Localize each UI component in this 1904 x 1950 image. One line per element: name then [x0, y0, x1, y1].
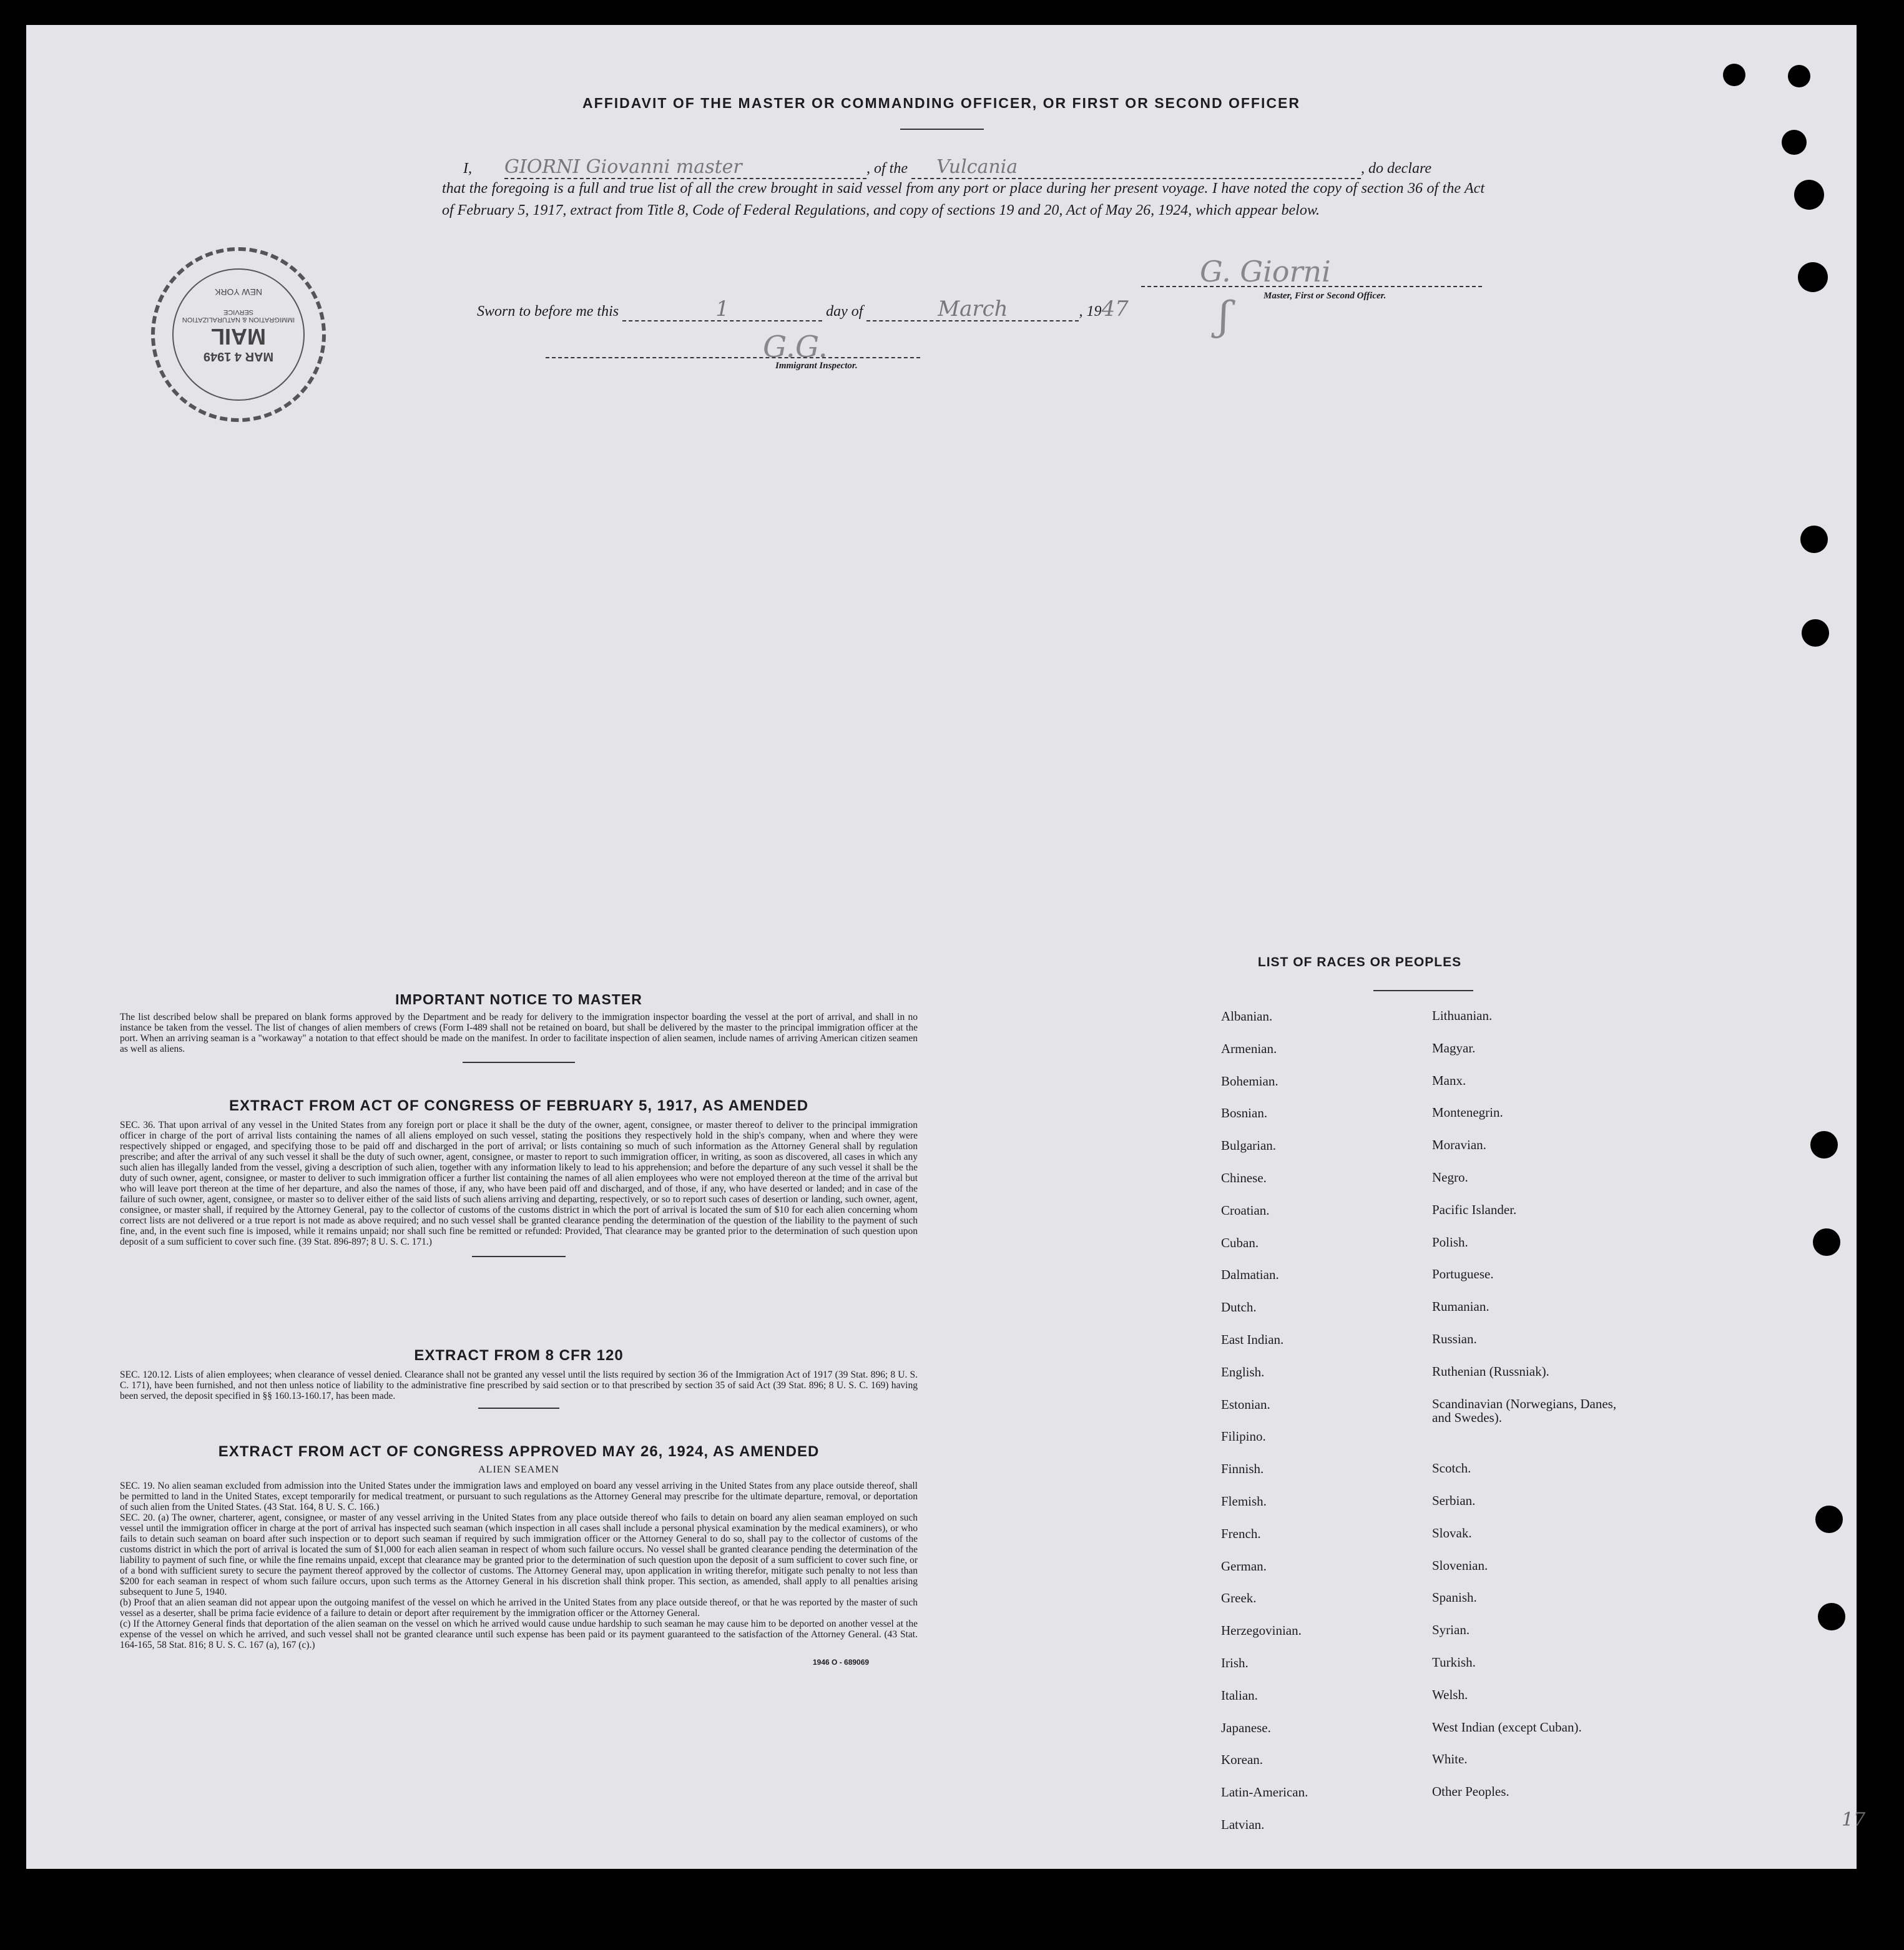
- extract-1924-section: [120, 1443, 918, 1667]
- races-title: LIST OF RACES OR PEOPLES: [1257, 955, 1462, 969]
- race-item: Latvian.: [1221, 1817, 1265, 1832]
- race-item: Italian.: [1221, 1687, 1258, 1703]
- sec-20b-text: (b) Proof that an alien seaman did not appear upon the outgoing manifest of the vessel on which he arrived in the United States from any place outside thereof, or that he was reported by the master of such vessel as a deserter, shall be prima facie evidence of a failure to detain or deport after requirement by the immigration officer or the Attorney General.: [120, 1597, 918, 1619]
- race-item: Greek.: [1221, 1590, 1257, 1606]
- extract-cfr-section: [120, 1347, 918, 1409]
- race-item: Herzegovinian.: [1221, 1623, 1302, 1639]
- race-item: Montenegrin.: [1432, 1105, 1503, 1120]
- race-item: Korean.: [1221, 1752, 1264, 1768]
- print-code: 1946 O - 689069: [813, 1658, 870, 1667]
- races-rule: [1373, 990, 1473, 991]
- race-item: Syrian.: [1432, 1622, 1470, 1638]
- master-signature: G. Giorni: [1200, 255, 1331, 288]
- race-item: Cuban.: [1221, 1235, 1259, 1250]
- punch-hole: [1800, 526, 1828, 553]
- declaration-body: that the foregoing is a full and true list of all the crew brought in said vessel from any port or place during her present voyage. I have noted the copy of section 36 of the Act of February 5, 1917, extract from Title 8, Code of Federal Regulations, and copy of sections 19 and 20, Act of May 26, 1924, which appear below.: [442, 180, 1484, 218]
- race-item: Polish.: [1432, 1234, 1468, 1250]
- extract-1917-title: EXTRACT FROM ACT OF CONGRESS OF FEBRUARY 5, 1917, AS AMENDED: [228, 1097, 809, 1114]
- race-item: Bulgarian.: [1221, 1138, 1277, 1154]
- race-item: Other Peoples.: [1432, 1784, 1509, 1800]
- punch-hole: [1813, 1228, 1840, 1256]
- race-item: White.: [1432, 1752, 1468, 1767]
- inspector-signature: G.G.: [763, 330, 828, 365]
- race-item: Pacific Islander.: [1432, 1202, 1517, 1217]
- date-stamp: [151, 247, 326, 422]
- race-item: Finnish.: [1221, 1461, 1264, 1477]
- extract-1917-section: [120, 1097, 918, 1257]
- race-item: Dalmatian.: [1221, 1267, 1279, 1283]
- punch-hole: [1794, 180, 1824, 210]
- race-item: Croatian.: [1221, 1202, 1270, 1218]
- race-item: Bohemian.: [1221, 1073, 1278, 1089]
- race-item: Serbian.: [1432, 1493, 1476, 1508]
- sec-20a-text: SEC. 20. (a) The owner, charterer, agent, consignee, or master of any vessel arriving in the United States from any place outside thereof who fails to detain on board any alien seaman employed on such vessel until the immigration officer in charge at the port of arrival has inspected such seaman (which inspection in all cases shall include a personal physical examination by the medical examiners), or who fails to detain such seaman on board after such inspection or to deport such seaman if required by such immigration officer or the Attorney General to do so, shall pay to the collector of customs of the customs district in which the port of arrival is located the sum of $1,000 for each alien seaman in respect of whom such failure occurs. No vessel shall be granted clearance pending the determination of the liability to payment of such fine, or while the fine remains unpaid, except that clearance may be granted prior to the determination of such question upon the deposit of a sum sufficient to cover such fine, or of a bond with sufficient surety to secure the payment thereof approved by the collector of customs. The Attorney General may, upon application in writing therefor, mitigate such penalty to not less than $200 for each seaman in respect of whom such failure occurs, upon such terms as the Attorney General in his discretion shall think proper. This section, as amended, shall apply to all penalties arising subsequent to June 5, 1940.: [120, 1512, 918, 1597]
- master-signature-caption: Master, First or Second Officer.: [1264, 291, 1386, 301]
- notice-section: [120, 991, 918, 1063]
- year-suffix: 47: [1101, 296, 1129, 321]
- race-item: Armenian.: [1221, 1041, 1277, 1056]
- year-prefix: , 19: [1079, 303, 1102, 320]
- race-item: Filipino.: [1221, 1429, 1266, 1444]
- punch-hole: [1815, 1506, 1843, 1533]
- section-divider: [472, 1256, 566, 1257]
- document-page: [26, 25, 1866, 1869]
- master-name-field: GIORNI Giovanni master: [504, 156, 866, 179]
- race-item: German.: [1221, 1558, 1267, 1574]
- sworn-line: [477, 298, 1264, 323]
- race-item: Lithuanian.: [1432, 1008, 1493, 1023]
- race-item: Albanian.: [1221, 1009, 1273, 1024]
- section-divider: [463, 1062, 575, 1063]
- race-item: Magyar.: [1432, 1040, 1476, 1056]
- pronoun-label: I,: [463, 160, 472, 177]
- race-item: West Indian (except Cuban).: [1432, 1719, 1582, 1735]
- inspector-signature-line: [546, 357, 920, 360]
- declaration-line: [438, 156, 1484, 180]
- stamp-mail: MAIL: [211, 324, 266, 350]
- title-rule: [900, 129, 984, 130]
- stamp-service: IMMIGRATION & NATURALIZATION SERVICE: [182, 308, 295, 323]
- extract-1924-subtitle: ALIEN SEAMEN: [478, 1464, 559, 1475]
- race-item: Portuguese.: [1432, 1267, 1494, 1282]
- race-item: Welsh.: [1432, 1687, 1468, 1702]
- check-mark: ʃ: [1219, 293, 1230, 340]
- race-item: Dutch.: [1221, 1300, 1257, 1315]
- sec-19-text: SEC. 19. No alien seaman excluded from admission into the United States under the immigration laws and employed on board any vessel arriving in the United States from any place outside thereof, shall be permitted to land in the United States, except temporarily for medical treatment, or pursuant to such regulations as the Attorney General may prescribe for the ultimate departure, removal, or deportation of such alien from the United States. (43 Stat. 164, 8 U. S. C. 166.): [120, 1481, 918, 1512]
- race-item: French.: [1221, 1526, 1261, 1541]
- stamp-date: MAR 4 1949: [203, 350, 274, 363]
- race-item: Chinese.: [1221, 1170, 1267, 1185]
- section-divider: [478, 1408, 559, 1409]
- notice-text: The list described below shall be prepared on blank forms approved by the Department and be ready for delivery to the immigration inspector boarding the vessel at the port of arrival, and shall in no instance be taken from the vessel. The list of changes of alien members of crews (Form I-489 shall not be retained on board, but shall be delivered by the master to the principal immigration officer at the port. When an arriving seaman is a "workaway" a notation to that effect should be made on the manifest. In order to facilitate inspection of alien seamen, include names of arriving American citizen seamen as well as aliens.: [120, 1012, 918, 1054]
- race-item: Irish.: [1221, 1655, 1249, 1670]
- extract-cfr-text: SEC. 120.12. Lists of alien employees; when clearance of vessel denied. Clearance shall not be granted any vessel until the lists required by section 36 of the Immigration Act of 1917 (39 Stat. 896; 8 U. S. C. 171), have been furnished, and not then unless notice of liability to the administrative fine prescribed by said section or to that prescribed by section 35 of said Act (39 Stat. 896; 8 U. S. C. 169) having been served, the deposit specified in §§ 160.13-160.17, has been made.: [120, 1369, 918, 1401]
- race-item: English.: [1221, 1364, 1265, 1379]
- race-item: East Indian.: [1221, 1332, 1284, 1347]
- race-item: Scandinavian (Norwegians, Danes, and Swedes).: [1432, 1396, 1617, 1425]
- race-item: Ruthenian (Russniak).: [1432, 1363, 1549, 1379]
- race-item: Russian.: [1432, 1331, 1477, 1346]
- sworn-day-field: 1: [622, 298, 822, 321]
- do-declare-label: , do declare: [1361, 160, 1432, 177]
- race-item: Japanese.: [1221, 1720, 1271, 1735]
- sworn-label: Sworn to before me this: [477, 303, 619, 320]
- extract-cfr-title: EXTRACT FROM 8 CFR 120: [414, 1347, 624, 1364]
- master-signature-line: [1141, 286, 1482, 288]
- race-item: Bosnian.: [1221, 1105, 1268, 1121]
- sworn-month-field: March: [866, 298, 1079, 321]
- race-item: Slovak.: [1432, 1525, 1472, 1541]
- stamp-city: NEW YORK: [215, 287, 262, 297]
- of-the-label: , of the: [866, 160, 908, 177]
- punch-hole: [1802, 619, 1829, 647]
- extract-1917-text: SEC. 36. That upon arrival of any vessel in the United States from any foreign port or place it shall be the duty of the owner, agent, consignee, or master thereof to deliver to the principal immigration officer in charge of the port of arrival lists containing the names of all aliens employed on such vessel, stating the positions they respectively hold in the ship's company, when and where they were respectively shipped or engaged, and specifying those to be paid off and discharged in the port of arrival; or lists containing so much of such information as the Attorney General shall by regulation prescribe; and after the arrival of any such vessel it shall be the duty of such owner, agent, consignee, or master to report to such immigration officer, in writing, as soon as discovered, all cases in which any such alien has illegally landed from the vessel, giving a description of such alien, together with any information likely to lead to his apprehension; and before the departure of any such vessel it shall be the duty of such owner, agent, consignee, or master to deliver to such immigration officer a further list containing the names of all alien employees who were not employed thereon at the time of the arrival but who will leave port thereon at the time of her departure, and also the names of those, if any, who have been paid off and discharged, and of those, if any, who have deserted or landed; and in case of the failure of such owner, agent, consignee, or master so to deliver either of the said lists of such aliens arriving and departing, respectively, or so to report such cases of desertion or landing, such owner, agent, consignee, or master shall, if required by the Attorney General, pay to the collector of customs of the customs district in which the port of arrival is located the sum of $10 for each alien concerning whom correct lists are not delivered or a true report is not made as above required; and no such vessel shall be granted clearance pending the determination of the question of the liability to the payment of such fine, and, in the event such fine is imposed, while it remains unpaid; nor shall such fine be remitted or refunded: Provided, That clearance may be granted prior to the determination of such question upon deposit of a sum sufficient to cover such fine. (39 Stat. 896-897; 8 U. S. C. 171.): [120, 1120, 918, 1247]
- punch-hole: [1798, 262, 1828, 292]
- race-item: Latin-American.: [1221, 1785, 1308, 1800]
- vessel-name-field: Vulcania: [911, 156, 1361, 179]
- day-of-label: day of: [826, 303, 863, 320]
- affidavit-title: AFFIDAVIT OF THE MASTER OR COMMANDING OFFICER, OR FIRST OR SECOND OFFICER: [582, 95, 1300, 111]
- race-item: Moravian.: [1432, 1137, 1486, 1153]
- punch-hole: [1782, 130, 1807, 155]
- race-item: Spanish.: [1432, 1590, 1477, 1605]
- race-item: Estonian.: [1221, 1396, 1270, 1412]
- punch-hole: [1788, 65, 1810, 87]
- race-item: Manx.: [1432, 1072, 1466, 1088]
- race-item: Scotch.: [1432, 1461, 1471, 1476]
- race-item: Slovenian.: [1432, 1557, 1488, 1573]
- punch-hole: [1818, 1603, 1845, 1630]
- page-number-mark: 17: [1842, 1809, 1866, 1831]
- race-item: Flemish.: [1221, 1494, 1267, 1509]
- notice-title: IMPORTANT NOTICE TO MASTER: [395, 991, 642, 1007]
- inspector-caption: Immigrant Inspector.: [775, 361, 858, 371]
- sec-20c-text: (c) If the Attorney General finds that deportation of the alien seaman on the vessel on which he arrived would cause undue hardship to such seaman he may cause him to be deported on another vessel at the expense of the vessel on which he arrived, and such vessel shall not be granted clearance until such expense has been paid or its payment guaranteed to the satisfaction of the Attorney General. (43 Stat. 164-165, 58 Stat. 816; 8 U. S. C. 167 (a), 167 (c).): [120, 1619, 918, 1650]
- extract-1924-title: EXTRACT FROM ACT OF CONGRESS APPROVED MAY 26, 1924, AS AMENDED: [218, 1443, 820, 1460]
- punch-hole: [1810, 1131, 1838, 1159]
- race-item: Negro.: [1432, 1170, 1468, 1185]
- race-item: Rumanian.: [1432, 1299, 1489, 1315]
- punch-hole: [1723, 64, 1745, 86]
- race-item: Turkish.: [1432, 1655, 1476, 1670]
